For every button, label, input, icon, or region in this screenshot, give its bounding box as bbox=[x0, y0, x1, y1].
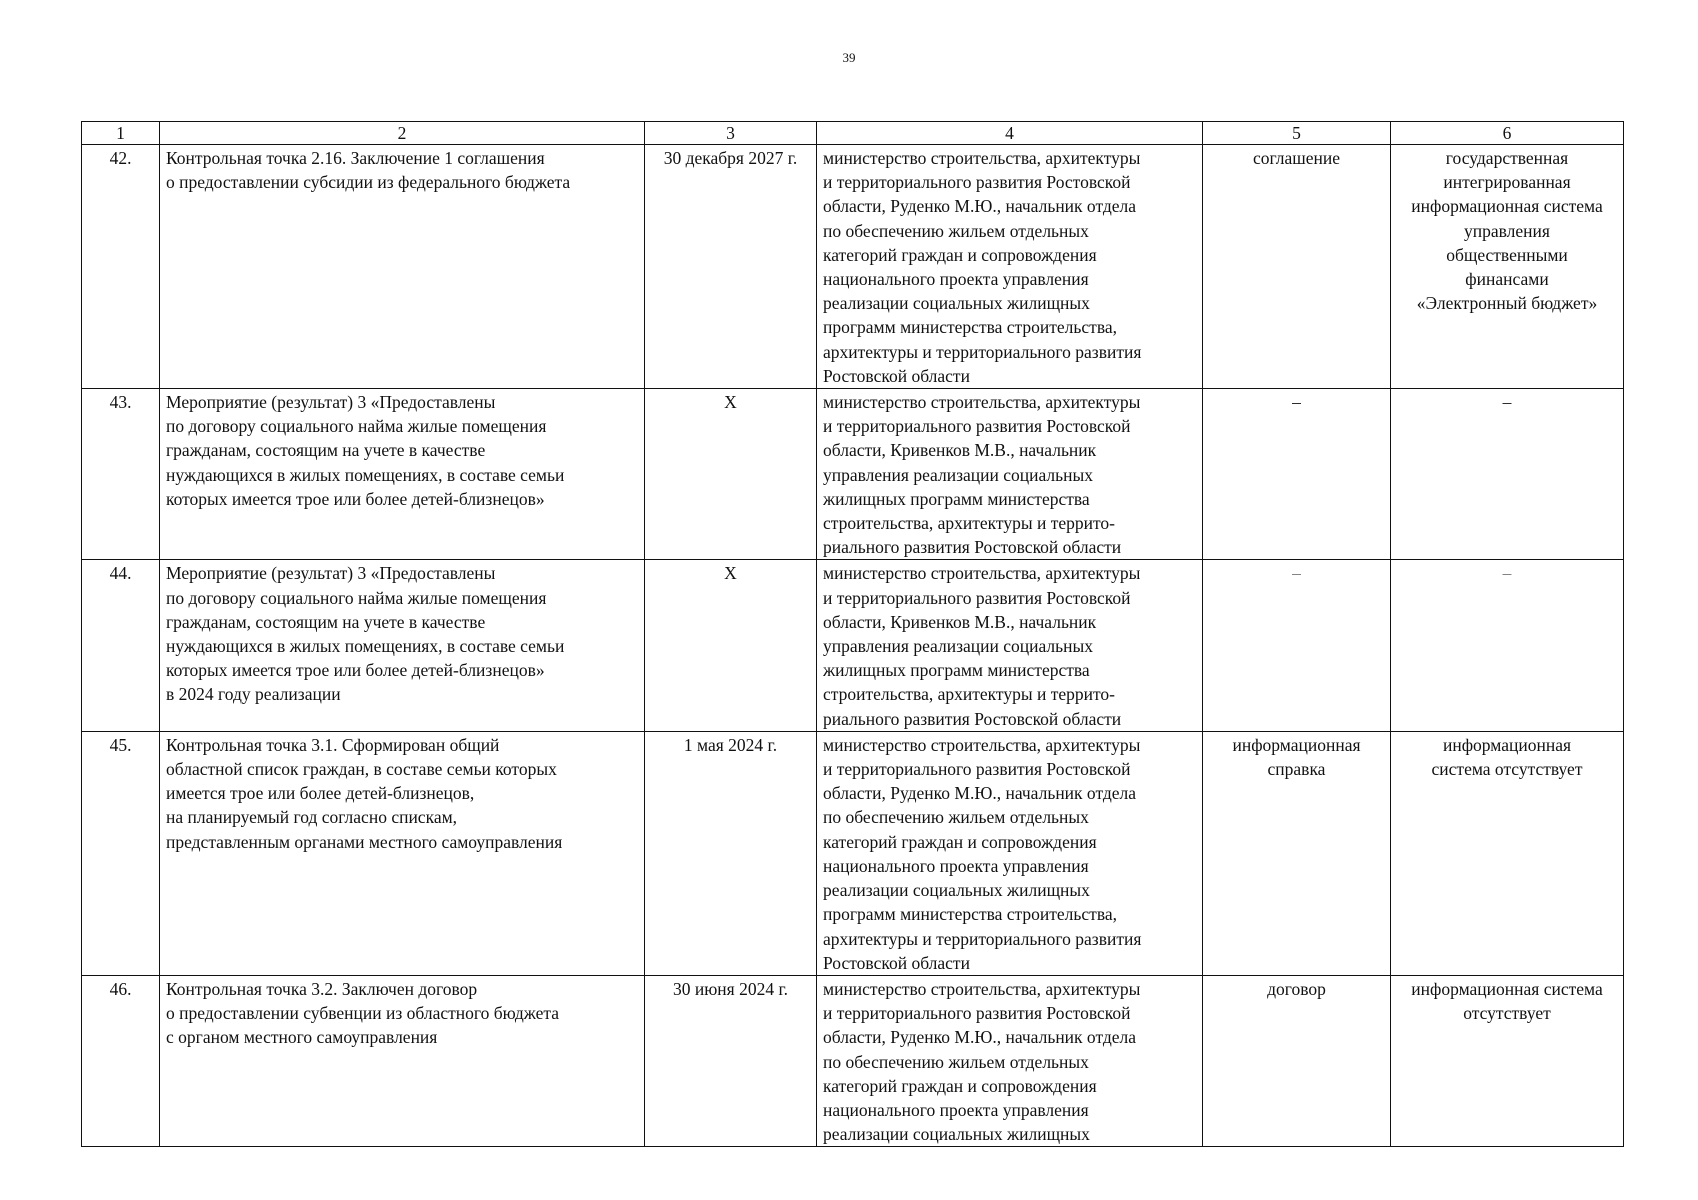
column-number: 6 bbox=[1391, 122, 1624, 145]
event-name: Контрольная точка 2.16. Заключение 1 соглашения о предоставлении субсидии из федерального бюджета bbox=[160, 145, 645, 389]
event-name: Контрольная точка 3.2. Заключен договор о предоставлении субвенции из областного бюджета с органом местного самоуправления bbox=[160, 975, 645, 1146]
table-row bbox=[82, 145, 1624, 389]
table-row bbox=[82, 975, 1624, 1146]
responsible-executor: министерство строительства, архитектуры и территориального развития Ростовской области, Руденко М.Ю., начальник отдела по обеспечению жильем отдельных категорий граждан и сопровождения национального проекта управления реализации социальных жилищных программ министерства строительства, архитектуры и территориального развития Ростовской области bbox=[817, 145, 1203, 389]
row-number: 45. bbox=[82, 731, 160, 975]
row-number: 43. bbox=[82, 389, 160, 560]
table-row bbox=[82, 731, 1624, 975]
information-system: государственная интегрированная информационная система управления общественными финансами «Электронный бюджет» bbox=[1391, 145, 1624, 389]
deadline: Х bbox=[645, 560, 817, 731]
responsible-executor: министерство строительства, архитектуры и территориального развития Ростовской области, Руденко М.Ю., начальник отдела по обеспечению жильем отдельных категорий граждан и сопровождения национального проекта управления реализации социальных жилищных программ министерства строительства, архитектуры и территориального развития Ростовской области bbox=[817, 731, 1203, 975]
deadline: 1 мая 2024 г. bbox=[645, 731, 817, 975]
column-number: 4 bbox=[817, 122, 1203, 145]
information-system: информационная система отсутствует bbox=[1391, 975, 1624, 1146]
event-name: Контрольная точка 3.1. Сформирован общий областной список граждан, в составе семьи которых имеется трое или более детей-близнецов, на планируемый год согласно спискам, представленным органами местного самоуправления bbox=[160, 731, 645, 975]
responsible-executor: министерство строительства, архитектуры и территориального развития Ростовской области, Кривенков М.В., начальник управления реализации социальных жилищных программ министерства строительства, архитектуры и террито- риального развития Ростовской области bbox=[817, 389, 1203, 560]
column-number: 1 bbox=[82, 122, 160, 145]
column-number: 2 bbox=[160, 122, 645, 145]
table-row bbox=[82, 560, 1624, 731]
table-row bbox=[82, 389, 1624, 560]
responsible-executor: министерство строительства, архитектуры и территориального развития Ростовской области, Руденко М.Ю., начальник отдела по обеспечению жильем отдельных категорий граждан и сопровождения национального проекта управления реализации социальных жилищных bbox=[817, 975, 1203, 1146]
row-number: 42. bbox=[82, 145, 160, 389]
column-number: 5 bbox=[1203, 122, 1391, 145]
deadline: 30 июня 2024 г. bbox=[645, 975, 817, 1146]
information-system: – bbox=[1391, 389, 1624, 560]
page-number: 39 bbox=[842, 50, 856, 65]
information-system: информационная система отсутствует bbox=[1391, 731, 1624, 975]
information-system: – bbox=[1391, 560, 1624, 731]
document-type: информационная справка bbox=[1203, 731, 1391, 975]
event-name: Мероприятие (результат) 3 «Предоставлены по договору социального найма жилые помещения гражданам, состоящим на учете в качестве нуждающихся в жилых помещениях, в составе семьи которых имеется трое или более детей-близнецов» bbox=[160, 389, 645, 560]
deadline: 30 декабря 2027 г. bbox=[645, 145, 817, 389]
row-number: 44. bbox=[82, 560, 160, 731]
event-name: Мероприятие (результат) 3 «Предоставлены по договору социального найма жилые помещения гражданам, состоящим на учете в качестве нуждающихся в жилых помещениях, в составе семьи которых имеется трое или более детей-близнецов» в 2024 году реализации bbox=[160, 560, 645, 731]
row-number: 46. bbox=[82, 975, 160, 1146]
control-points-table bbox=[81, 121, 1624, 1147]
column-number: 3 bbox=[645, 122, 817, 145]
document-type: соглашение bbox=[1203, 145, 1391, 389]
document-type: – bbox=[1203, 560, 1391, 731]
document-type: – bbox=[1203, 389, 1391, 560]
responsible-executor: министерство строительства, архитектуры и территориального развития Ростовской области, Кривенков М.В., начальник управления реализации социальных жилищных программ министерства строительства, архитектуры и террито- риального развития Ростовской области bbox=[817, 560, 1203, 731]
document-type: договор bbox=[1203, 975, 1391, 1146]
deadline: Х bbox=[645, 389, 817, 560]
column-numbers-row bbox=[82, 122, 1624, 145]
